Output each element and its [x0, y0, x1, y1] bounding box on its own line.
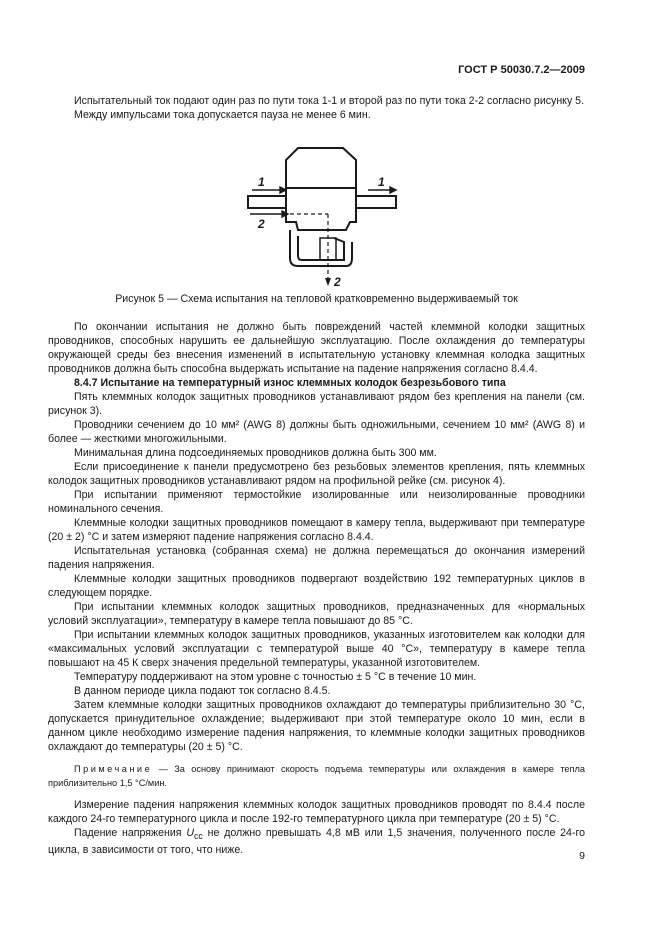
path-label-2-top: 2 — [258, 217, 265, 231]
document-header: ГОСТ Р 50030.7.2—2009 — [458, 64, 585, 76]
body-paragraph: По окончании испытания не должно быть повреждений частей клеммной колодки защитных проводников, способных нарушить ее дальнейшую эксплуатацию. После охлаждения до температуры окружающей среды без внесения изменений в испытательную установку клеммная колодка защитных проводников должна быть способна выдержать испытание на падение напряжения согласно 8.4.4. — [48, 321, 585, 375]
conductor-right — [356, 196, 396, 208]
note-prefix: Примечание — [74, 764, 153, 774]
test-scheme-diagram — [228, 130, 398, 290]
body-paragraph: Клеммные колодки защитных проводников подвергают воздействию 192 температурных циклов в следующем порядке. — [48, 573, 585, 599]
body-paragraph: Испытательная установка (собранная схема) не должна перемещаться до окончания измерений падения напряжения. — [48, 545, 585, 571]
body-paragraph: Температуру поддерживают на этом уровне с точностью ± 5 °С в течение 10 мин. — [74, 671, 477, 683]
figure-5 — [48, 130, 585, 290]
body-paragraph: Если присоединение к панели предусмотрено без резьбовых элементов крепления, пять клеммных колодок защитных проводников устанавливают рядом на профильной рейке (см. рисунок 4). — [48, 461, 585, 487]
terminal-block-top — [286, 148, 356, 188]
body-paragraph: Измерение падения напряжения клеммных колодок защитных проводников проводят по 8.4.4 после каждого 24-го температурного цикла и после 192-го температурного цикла при температуре (20 ± 5) °С. — [48, 799, 585, 825]
page-content — [48, 94, 585, 857]
voltage-drop-paragraph — [48, 826, 585, 857]
clamp-inner — [298, 236, 344, 260]
body-paragraph: Минимальная длина подсоединяемых проводников должна быть 300 мм. — [74, 447, 437, 459]
figure-caption: Рисунок 5 — Схема испытания на тепловой кратковременно выдерживаемый ток — [115, 293, 518, 305]
voltage-text-before: Падение напряжения — [74, 827, 187, 839]
body-paragraph: При испытании клеммных колодок защитных проводников, предназначенных для «нормальных условий эксплуатации», температуру в камере тепла повышают до 85 °С. — [48, 601, 585, 627]
conductor-left — [248, 196, 286, 208]
body-paragraph: При испытании применяют термостойкие изолированные или неизолированные проводники номинального сечения. — [48, 489, 585, 515]
path-label-1-left: 1 — [258, 175, 265, 189]
page-number: 9 — [579, 850, 585, 862]
body-paragraph: Затем клеммные колодки защитных проводников охлаждают до температуры приблизительно 30 °С, допускается принудительное охлаждение; выдерживают при этой температуре около 10 мин, если в данном цикле необходимо измерение падения напряжения, то клеммные колодки защитных проводников охлаждают до температуры (20 ± 5) °С. — [48, 699, 585, 753]
note-text: — За основу принимают скорость подъема температуры или охлаждения в камере тепла приблизительно 1,5 °С/мин. — [48, 764, 585, 788]
body-paragraph: В данном периоде цикла подают ток согласно 8.4.5. — [74, 685, 331, 697]
voltage-symbol: U — [186, 827, 195, 839]
terminal-block-body — [286, 188, 356, 230]
body-paragraph: При испытании клеммных колодок защитных проводников, указанных изготовителем как колодки для «максимальных условий эксплуатации с температурой выше 40 °С», температуру в камере тепла повышают на 45 К сверх значения предельной температуры, указанной изготовителем. — [48, 629, 585, 669]
path-label-2-bottom: 2 — [334, 275, 341, 289]
body-paragraph: Проводники сечением до 10 мм² (AWG 8) должны быть одножильными, сечением 10 мм² (AWG 8) и более — жесткими многожильными. — [48, 419, 585, 445]
body-paragraph: Пять клеммных колодок защитных проводников устанавливают рядом без крепления на панели (см. рисунок 3). — [48, 391, 585, 417]
body-paragraph: Клеммные колодки защитных проводников помещают в камеру тепла, выдерживают при температуре (20 ± 2) °С и затем измеряют падение напряжения согласно 8.4.4. — [48, 517, 585, 543]
voltage-subscript: cc — [194, 831, 203, 842]
note — [48, 762, 585, 790]
section-heading: 8.4.7 Испытание на температурный износ клеммных колодок безрезьбового типа — [74, 377, 506, 389]
intro-paragraph-1: Испытательный ток подают один раз по пути тока 1-1 и второй раз по пути тока 2-2 согласно рисунку 5. — [74, 95, 585, 107]
voltage-text-after: не должно превышать 4,8 мВ или 1,5 значения, полученного после 24-го цикла, в зависимости от того, что ниже. — [48, 827, 585, 857]
intro-paragraph-2: Между импульсами тока допускается пауза не менее 6 мин. — [74, 109, 371, 121]
path-label-1-right: 1 — [378, 175, 385, 189]
